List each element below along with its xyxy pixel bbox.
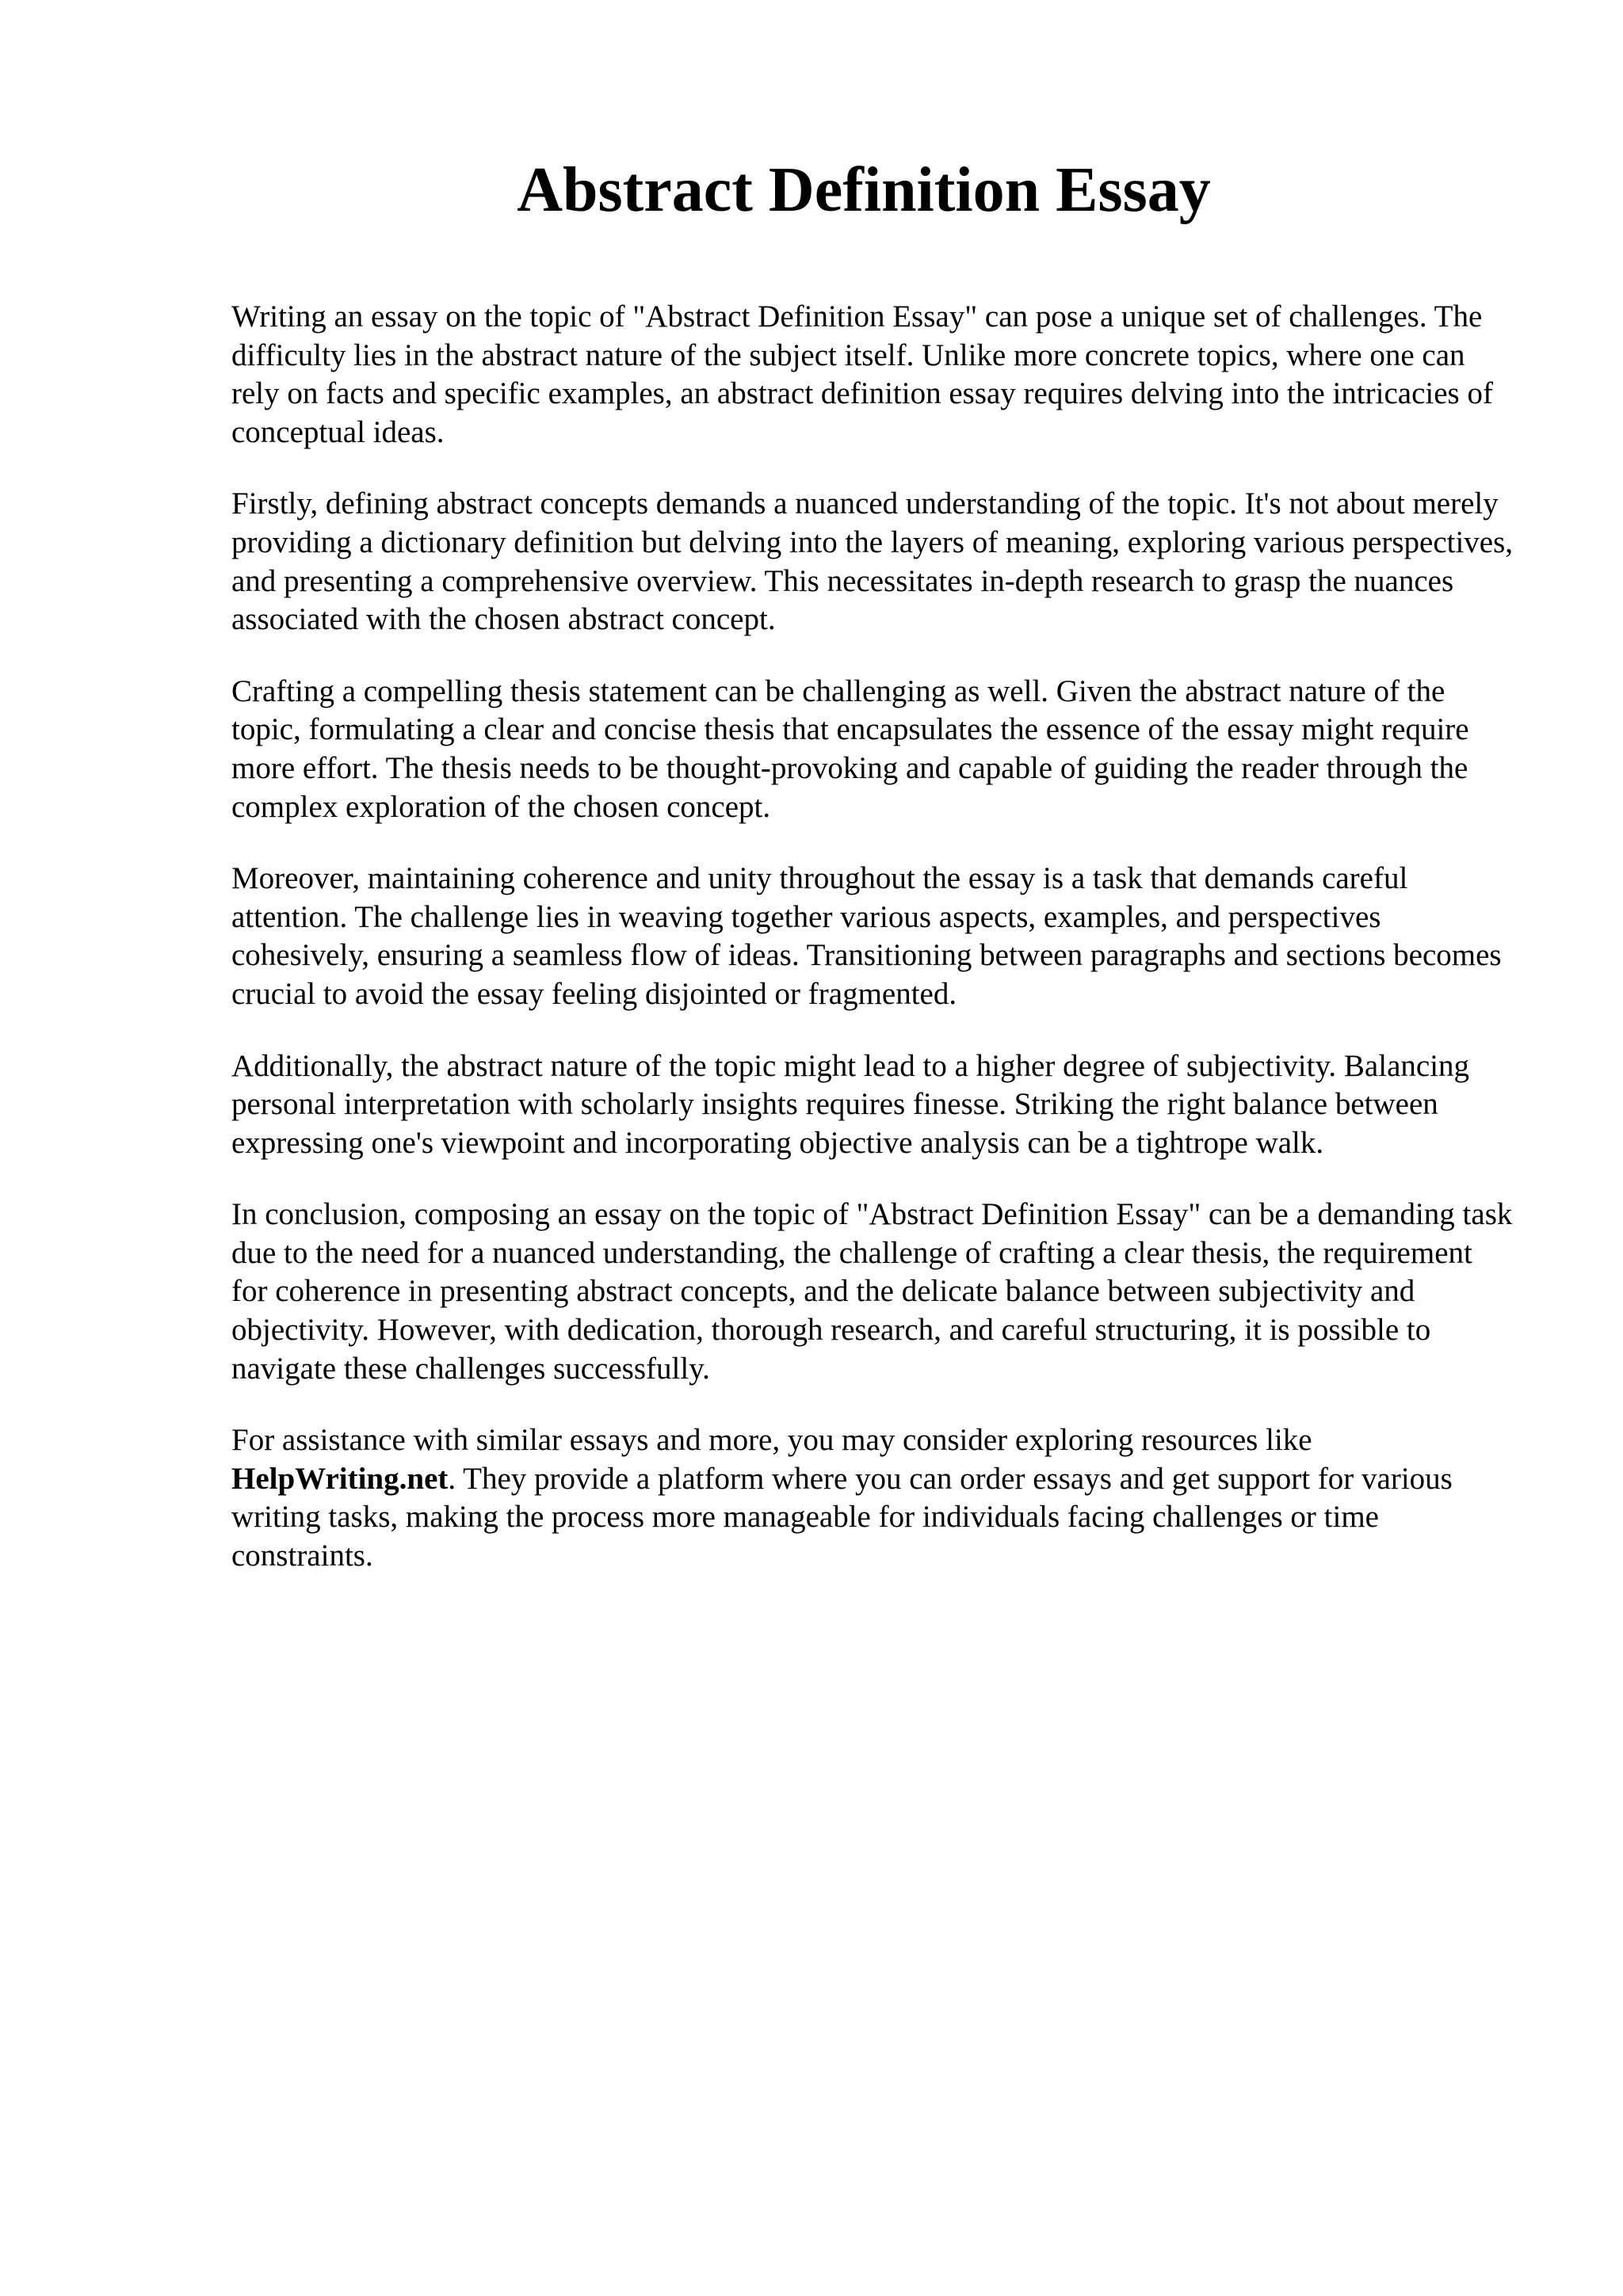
paragraph-thesis: Crafting a compelling thesis statement can be challenging as well. Given the abstract nature of the topic, formulating a clear and concise thesis that encapsulates the essence of the essay might require more effort. The thesis needs to be thought-provoking and capable of guiding the reader through the complex exploration of the chosen concept.	[231, 673, 1469, 824]
closing-text-before: For assistance with similar essays and more, you may consider exploring resources like	[231, 1423, 1312, 1458]
brand-name: HelpWriting.net	[231, 1461, 449, 1496]
paragraph-intro: Writing an essay on the topic of "Abstract Definition Essay" can pose a unique set of challenges. The difficulty lies in the abstract nature of the subject itself. Unlike more concrete topics, where one can rely on facts and specific examples, an abstract definition essay requires delving into the intricacies of conceptual ideas.	[231, 299, 1493, 449]
paragraph-coherence: Moreover, maintaining coherence and unity throughout the essay is a task that demands careful attention. The challenge lies in weaving together various aspects, examples, and perspectives cohesively, ensuring a seamless flow of ideas. Transitioning between paragraphs and sections becomes crucial to avoid the essay feeling disjointed or fragmented.	[231, 861, 1502, 1011]
paragraph-defining-concepts: Firstly, defining abstract concepts demands a nuanced understanding of the topic. It's not about merely providing a dictionary definition but delving into the layers of meaning, exploring various perspectives, and presenting a comprehensive overview. This necessitates in-depth research to grasp the nuances associated with the chosen abstract concept.	[231, 486, 1514, 637]
paragraph-subjectivity: Additionally, the abstract nature of the topic might lead to a higher degree of subjectivity. Balancing personal interpretation with scholarly insights requires finesse. Striking the right balance between expressing one's viewpoint and incorporating objective analysis can be a tightrope walk.	[231, 1048, 1470, 1160]
document-body	[231, 298, 1515, 1609]
closing-text-after: . They provide a platform where you can order essays and get support for various writing tasks, making the process more manageable for individuals facing challenges or time constraints.	[231, 1461, 1453, 1573]
paragraph-conclusion: In conclusion, composing an essay on the topic of "Abstract Definition Essay" can be a demanding task due to the need for a nuanced understanding, the challenge of crafting a clear thesis, the requirement for coherence in presenting abstract concepts, and the delicate balance between subjectivity and objectivity. However, with dedication, thorough research, and careful structuring, it is possible to navigate these challenges successfully.	[231, 1197, 1513, 1386]
paragraph-closing	[231, 1421, 1515, 1575]
document-title: Abstract Definition Essay	[517, 155, 1211, 225]
